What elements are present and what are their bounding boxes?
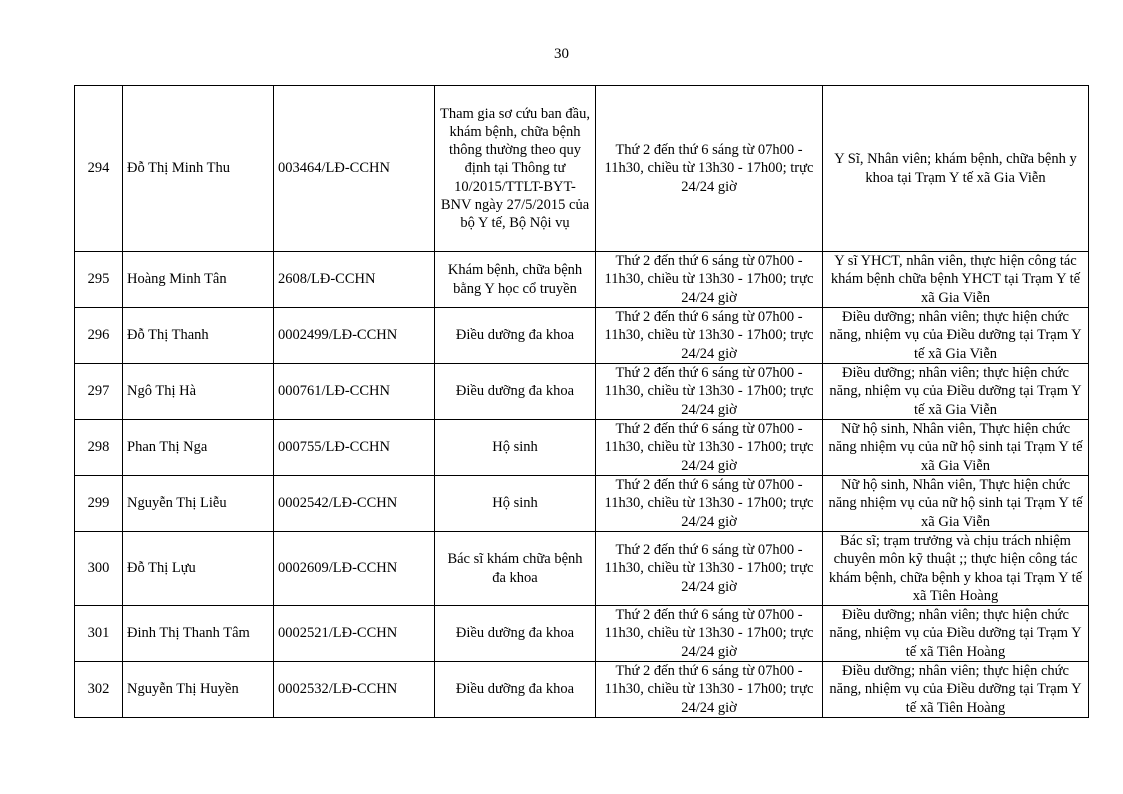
row-number: 302 — [75, 662, 123, 718]
position-duties: Bác sĩ; trạm trưởng và chịu trách nhiệm chuyên môn kỹ thuật ;; thực hiện công tác khám bệnh, chữa bệnh y khoa tại Trạm Y tế xã Tiên Hoàng — [823, 532, 1089, 606]
staff-name: Ngô Thị Hà — [123, 364, 274, 420]
table-row — [75, 86, 1089, 252]
table-row — [75, 420, 1089, 476]
certificate-number: 2608/LĐ-CCHN — [274, 252, 435, 308]
practice-scope: Tham gia sơ cứu ban đầu, khám bệnh, chữa bệnh thông thường theo quy định tại Thông tư 10/2015/TTLT-BYT-BNV ngày 27/5/2015 của bộ Y tế, Bộ Nội vụ — [435, 86, 596, 252]
staff-name: Hoàng Minh Tân — [123, 252, 274, 308]
row-number: 297 — [75, 364, 123, 420]
staff-table — [74, 85, 1089, 718]
row-number: 301 — [75, 606, 123, 662]
position-duties: Y sĩ YHCT, nhân viên, thực hiện công tác khám bệnh chữa bệnh YHCT tại Trạm Y tế xã Gia Viễn — [823, 252, 1089, 308]
page-number: 30 — [554, 46, 569, 62]
practice-scope: Bác sĩ khám chữa bệnh đa khoa — [435, 532, 596, 606]
working-hours: Thứ 2 đến thứ 6 sáng từ 07h00 - 11h30, chiều từ 13h30 - 17h00; trực 24/24 giờ — [596, 606, 823, 662]
row-number: 299 — [75, 476, 123, 532]
certificate-number: 0002499/LĐ-CCHN — [274, 308, 435, 364]
row-number: 298 — [75, 420, 123, 476]
practice-scope: Điều dưỡng đa khoa — [435, 662, 596, 718]
table-row — [75, 252, 1089, 308]
row-number: 300 — [75, 532, 123, 606]
staff-name: Nguyễn Thị Huyền — [123, 662, 274, 718]
position-duties: Điều dưỡng; nhân viên; thực hiện chức năng, nhiệm vụ của Điều dưỡng tại Trạm Y tế xã Gia Viễn — [823, 308, 1089, 364]
staff-name: Đỗ Thị Lựu — [123, 532, 274, 606]
certificate-number: 0002521/LĐ-CCHN — [274, 606, 435, 662]
practice-scope: Hộ sinh — [435, 476, 596, 532]
row-number: 295 — [75, 252, 123, 308]
staff-name: Nguyễn Thị Liễu — [123, 476, 274, 532]
working-hours: Thứ 2 đến thứ 6 sáng từ 07h00 - 11h30, chiều từ 13h30 - 17h00; trực 24/24 giờ — [596, 662, 823, 718]
practice-scope: Điều dưỡng đa khoa — [435, 606, 596, 662]
table-row — [75, 662, 1089, 718]
table-row — [75, 364, 1089, 420]
position-duties: Điều dưỡng; nhân viên; thực hiện chức năng, nhiệm vụ của Điều dưỡng tại Trạm Y tế xã Tiên Hoàng — [823, 662, 1089, 718]
certificate-number: 000761/LĐ-CCHN — [274, 364, 435, 420]
row-number: 294 — [75, 86, 123, 252]
row-number: 296 — [75, 308, 123, 364]
practice-scope: Hộ sinh — [435, 420, 596, 476]
position-duties: Điều dưỡng; nhân viên; thực hiện chức năng, nhiệm vụ của Điều dưỡng tại Trạm Y tế xã Gia Viễn — [823, 364, 1089, 420]
table-row — [75, 532, 1089, 606]
staff-name: Đinh Thị Thanh Tâm — [123, 606, 274, 662]
certificate-number: 0002532/LĐ-CCHN — [274, 662, 435, 718]
position-duties: Nữ hộ sinh, Nhân viên, Thực hiện chức năng nhiệm vụ của nữ hộ sinh tại Trạm Y tế xã Gia Viễn — [823, 476, 1089, 532]
working-hours: Thứ 2 đến thứ 6 sáng từ 07h00 - 11h30, chiều từ 13h30 - 17h00; trực 24/24 giờ — [596, 364, 823, 420]
working-hours: Thứ 2 đến thứ 6 sáng từ 07h00 - 11h30, chiều từ 13h30 - 17h00; trực 24/24 giờ — [596, 252, 823, 308]
position-duties: Điều dưỡng; nhân viên; thực hiện chức năng, nhiệm vụ của Điều dưỡng tại Trạm Y tế xã Tiên Hoàng — [823, 606, 1089, 662]
position-duties: Nữ hộ sinh, Nhân viên, Thực hiện chức năng nhiệm vụ của nữ hộ sinh tại Trạm Y tế xã Gia Viễn — [823, 420, 1089, 476]
working-hours: Thứ 2 đến thứ 6 sáng từ 07h00 - 11h30, chiều từ 13h30 - 17h00; trực 24/24 giờ — [596, 476, 823, 532]
working-hours: Thứ 2 đến thứ 6 sáng từ 07h00 - 11h30, chiều từ 13h30 - 17h00; trực 24/24 giờ — [596, 86, 823, 252]
table-row — [75, 476, 1089, 532]
staff-name: Phan Thị Nga — [123, 420, 274, 476]
certificate-number: 000755/LĐ-CCHN — [274, 420, 435, 476]
certificate-number: 0002542/LĐ-CCHN — [274, 476, 435, 532]
working-hours: Thứ 2 đến thứ 6 sáng từ 07h00 - 11h30, chiều từ 13h30 - 17h00; trực 24/24 giờ — [596, 420, 823, 476]
practice-scope: Điều dưỡng đa khoa — [435, 364, 596, 420]
working-hours: Thứ 2 đến thứ 6 sáng từ 07h00 - 11h30, chiều từ 13h30 - 17h00; trực 24/24 giờ — [596, 532, 823, 606]
staff-name: Đỗ Thị Minh Thu — [123, 86, 274, 252]
certificate-number: 0002609/LĐ-CCHN — [274, 532, 435, 606]
practice-scope: Khám bệnh, chữa bệnh bằng Y học cổ truyền — [435, 252, 596, 308]
working-hours: Thứ 2 đến thứ 6 sáng từ 07h00 - 11h30, chiều từ 13h30 - 17h00; trực 24/24 giờ — [596, 308, 823, 364]
table-row — [75, 606, 1089, 662]
staff-name: Đỗ Thị Thanh — [123, 308, 274, 364]
position-duties: Y Sĩ, Nhân viên; khám bệnh, chữa bệnh y khoa tại Trạm Y tế xã Gia Viễn — [823, 86, 1089, 252]
practice-scope: Điều dưỡng đa khoa — [435, 308, 596, 364]
table-row — [75, 308, 1089, 364]
certificate-number: 003464/LĐ-CCHN — [274, 86, 435, 252]
